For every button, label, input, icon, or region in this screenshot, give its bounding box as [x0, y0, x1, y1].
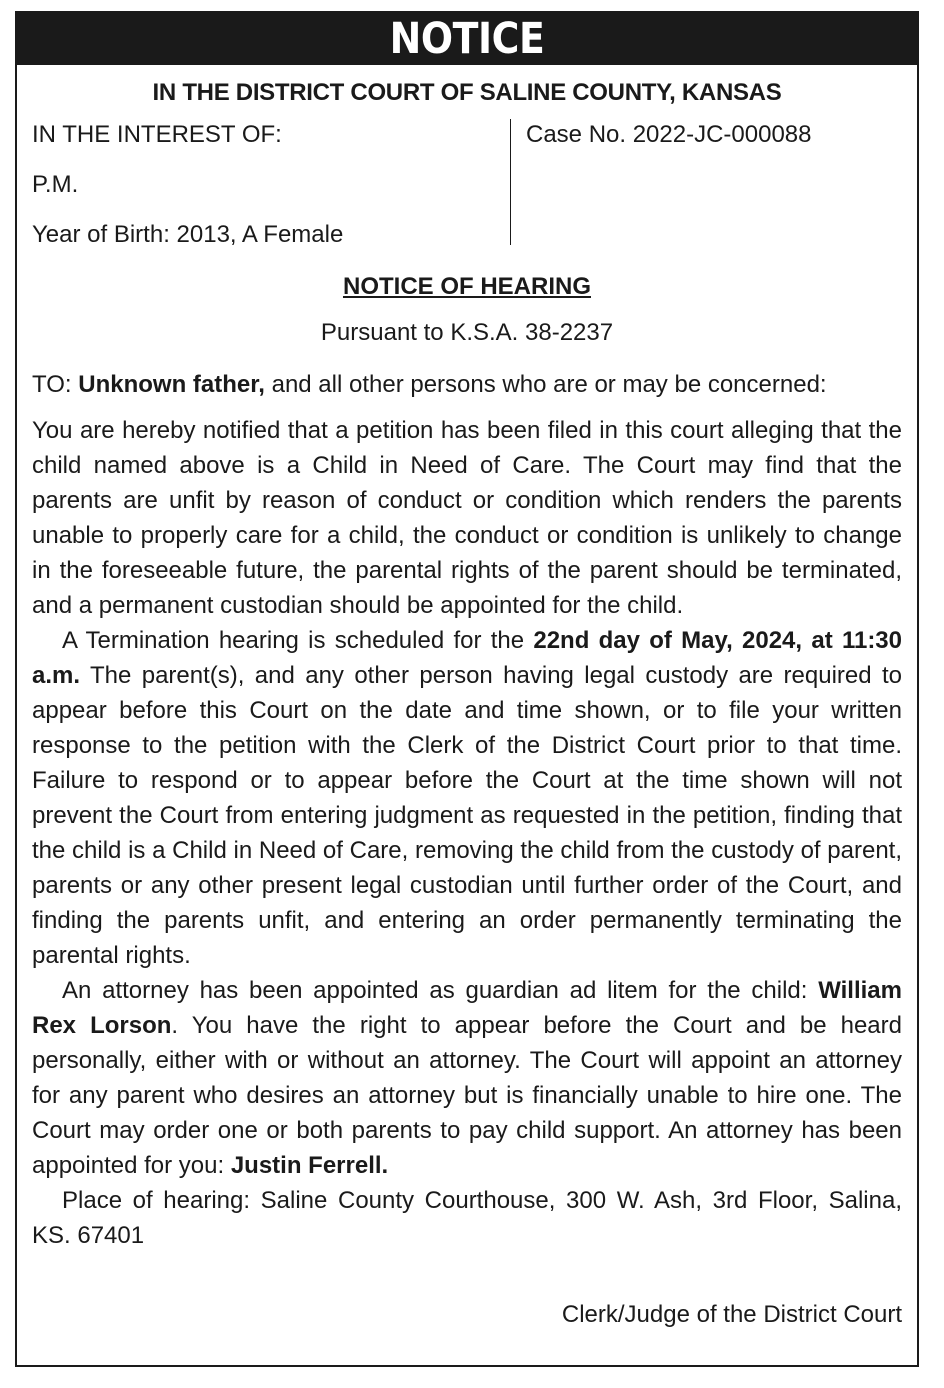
guardian-intro: An attorney has been appointed as guardian ad litem for the child:: [62, 977, 819, 1004]
case-number: Case No. 2022-JC-000088: [526, 121, 812, 148]
petition-paragraph: You are hereby notified that a petition has been filed in this court alleging that the child named above is a Child in Need of Care. The Court may find that the parents are unfit by reason of conduct or condition which renders the parents unable to properly care for a child, the conduct or condition is unlikely to change in the foreseeable future, the parental rights of the parent should be terminated, and a permanent custodian should be appointed for the child.: [32, 417, 902, 619]
addressee-line: [32, 371, 902, 399]
hearing-paragraph: [32, 623, 902, 973]
attorney-name: Justin Ferrell.: [230, 1152, 389, 1179]
attorney-paragraph: [32, 973, 902, 1183]
caption-parties: [32, 115, 343, 265]
notice-banner-bar: [17, 13, 917, 65]
hearing-details: The parent(s), and any other person having legal custody are required to appear before this Court on the date and time shown, or to file your written response to the petition with the Clerk of the District Court prior to that time. Failure to respond or to appear before the Court at the time shown will not prevent the Court from entering judgment as requested in the petition, finding that the child is a Child in Need of Care, removing the child from the custody of parent, parents or any other present legal custodian until further order of the Court, and finding the parents unfit, and entering an order permanently terminating the parental rights.: [32, 662, 902, 969]
to-prefix: TO:: [32, 371, 79, 398]
notice-body: [32, 413, 902, 1253]
signature-line: Clerk/Judge of the District Court: [561, 1301, 902, 1328]
guardian-name: William Rex Lorson: [32, 977, 902, 1039]
hearing-intro: A Termination hearing is scheduled for the: [62, 627, 534, 654]
hearing-date: 22nd day of May, 2024, at 11:30 a.m.: [32, 627, 903, 689]
statute-reference: Pursuant to K.S.A. 38-2237: [320, 319, 614, 346]
rights-text: . You have the right to appear before the Court and be heard personally, either with or without an attorney. The Court will appoint an attorney for any parent who desires an attorney but is financially unable to hire one. The Court may order one or both parents to pay child support. An attorney has been appointed for you:: [32, 1012, 902, 1179]
to-rest: and all other persons who are or may be concerned:: [264, 371, 827, 398]
interest-of-label: IN THE INTEREST OF:: [32, 121, 282, 148]
recipient-name: Unknown father,: [78, 371, 265, 398]
case-caption: [17, 115, 917, 285]
court-title: IN THE DISTRICT COURT OF SALINE COUNTY, KANSAS: [152, 79, 782, 106]
place-paragraph: Place of hearing: Saline County Courthouse, 300 W. Ash, 3rd Floor, Salina, KS. 67401: [32, 1187, 902, 1249]
caption-divider: [510, 119, 511, 245]
legal-notice: [15, 11, 919, 1367]
child-initials: P.M.: [32, 171, 79, 198]
birth-info: Year of Birth: 2013, A Female: [32, 221, 344, 248]
hearing-title: NOTICE OF HEARING: [342, 273, 591, 300]
notice-banner: NOTICE: [71, 13, 863, 65]
